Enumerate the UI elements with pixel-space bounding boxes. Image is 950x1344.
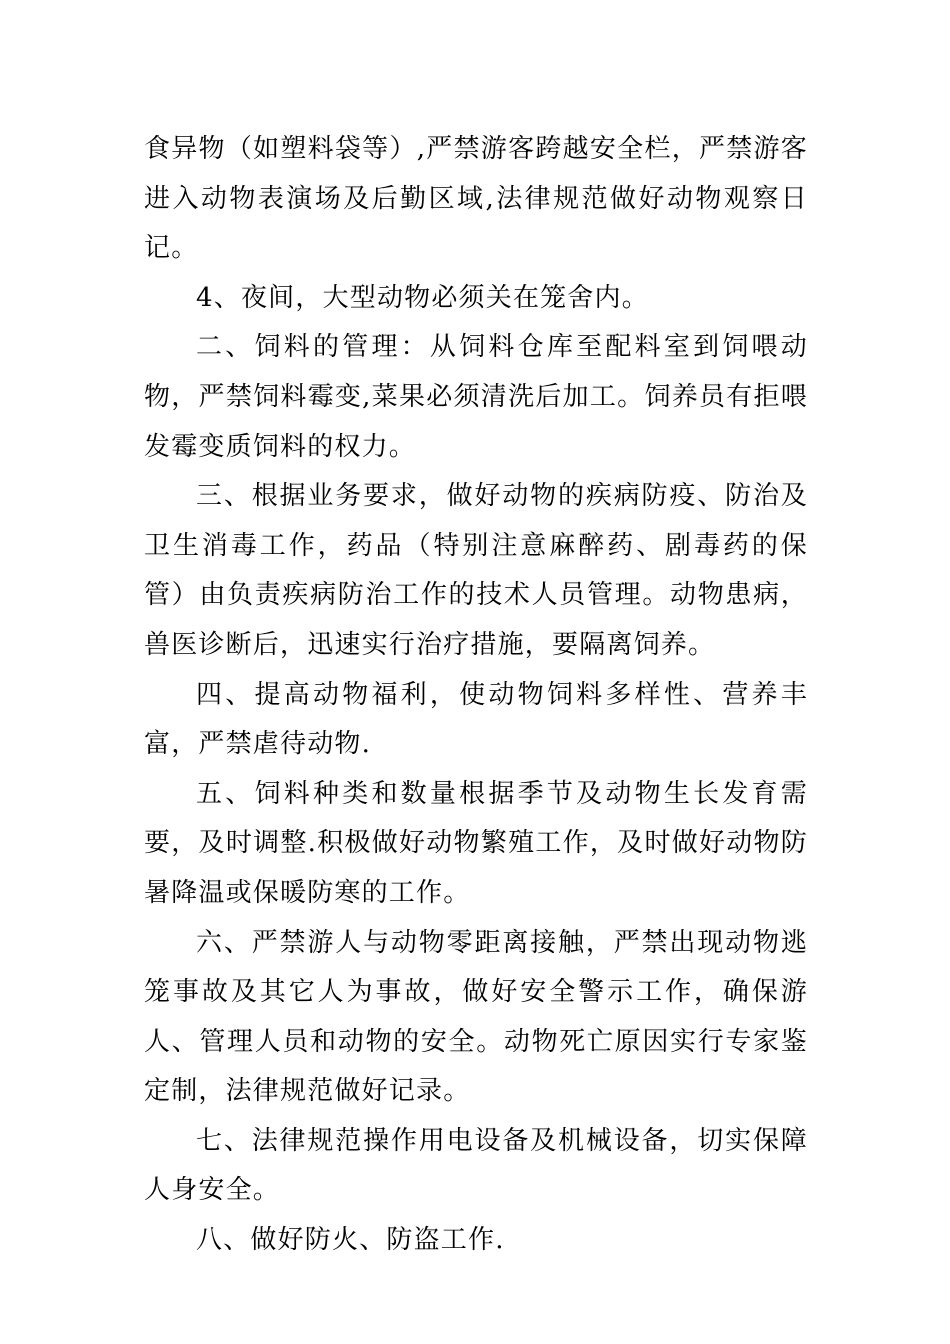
paragraph-disease-prevention: 三、根据业务要求，做好动物的疾病防疫、防治及卫生消毒工作，药品（特别注意麻醉药、剧毒药的保管）由负责疾病防治工作的技术人员管理。动物患病，兽医诊断后，迅速实行治疗措施，要隔离饲养。	[144, 481, 808, 660]
paragraph-equipment-safety: 七、法律规范操作用电设备及机械设备，切实保障人身安全。	[144, 1125, 808, 1206]
paragraph-night-rule: 4、夜间，大型动物必须关在笼舍内。	[196, 282, 649, 313]
paragraph-feed-adjustment: 五、饲料种类和数量根据季节及动物生长发育需要，及时调整.积极做好动物繁殖工作，及时做好动物防暑降温或保暖防寒的工作。	[144, 778, 808, 908]
paragraph-animal-welfare: 四、提高动物福利，使动物饲料多样性、营养丰富，严禁虐待动物.	[144, 679, 808, 760]
document-body	[144, 125, 808, 1266]
paragraph-feed-management: 二、饲料的管理：从饲料仓库至配料室到饲喂动物，严禁饲料霉变,菜果必须清洗后加工。饲养员有拒喂发霉变质饲料的权力。	[144, 332, 808, 462]
paragraph-fire-theft: 八、做好防火、防盗工作.	[196, 1225, 505, 1256]
paragraph-visitor-safety: 六、严禁游人与动物零距离接触，严禁出现动物逃笼事故及其它人为事故，做好安全警示工作，确保游人、管理人员和动物的安全。动物死亡原因实行专家鉴定制，法律规范做好记录。	[144, 927, 808, 1107]
paragraph-continuation: 食异物（如塑料袋等）,严禁游客跨越安全栏，严禁游客进入动物表演场及后勤区域,法律规范做好动物观察日记。	[144, 134, 808, 264]
